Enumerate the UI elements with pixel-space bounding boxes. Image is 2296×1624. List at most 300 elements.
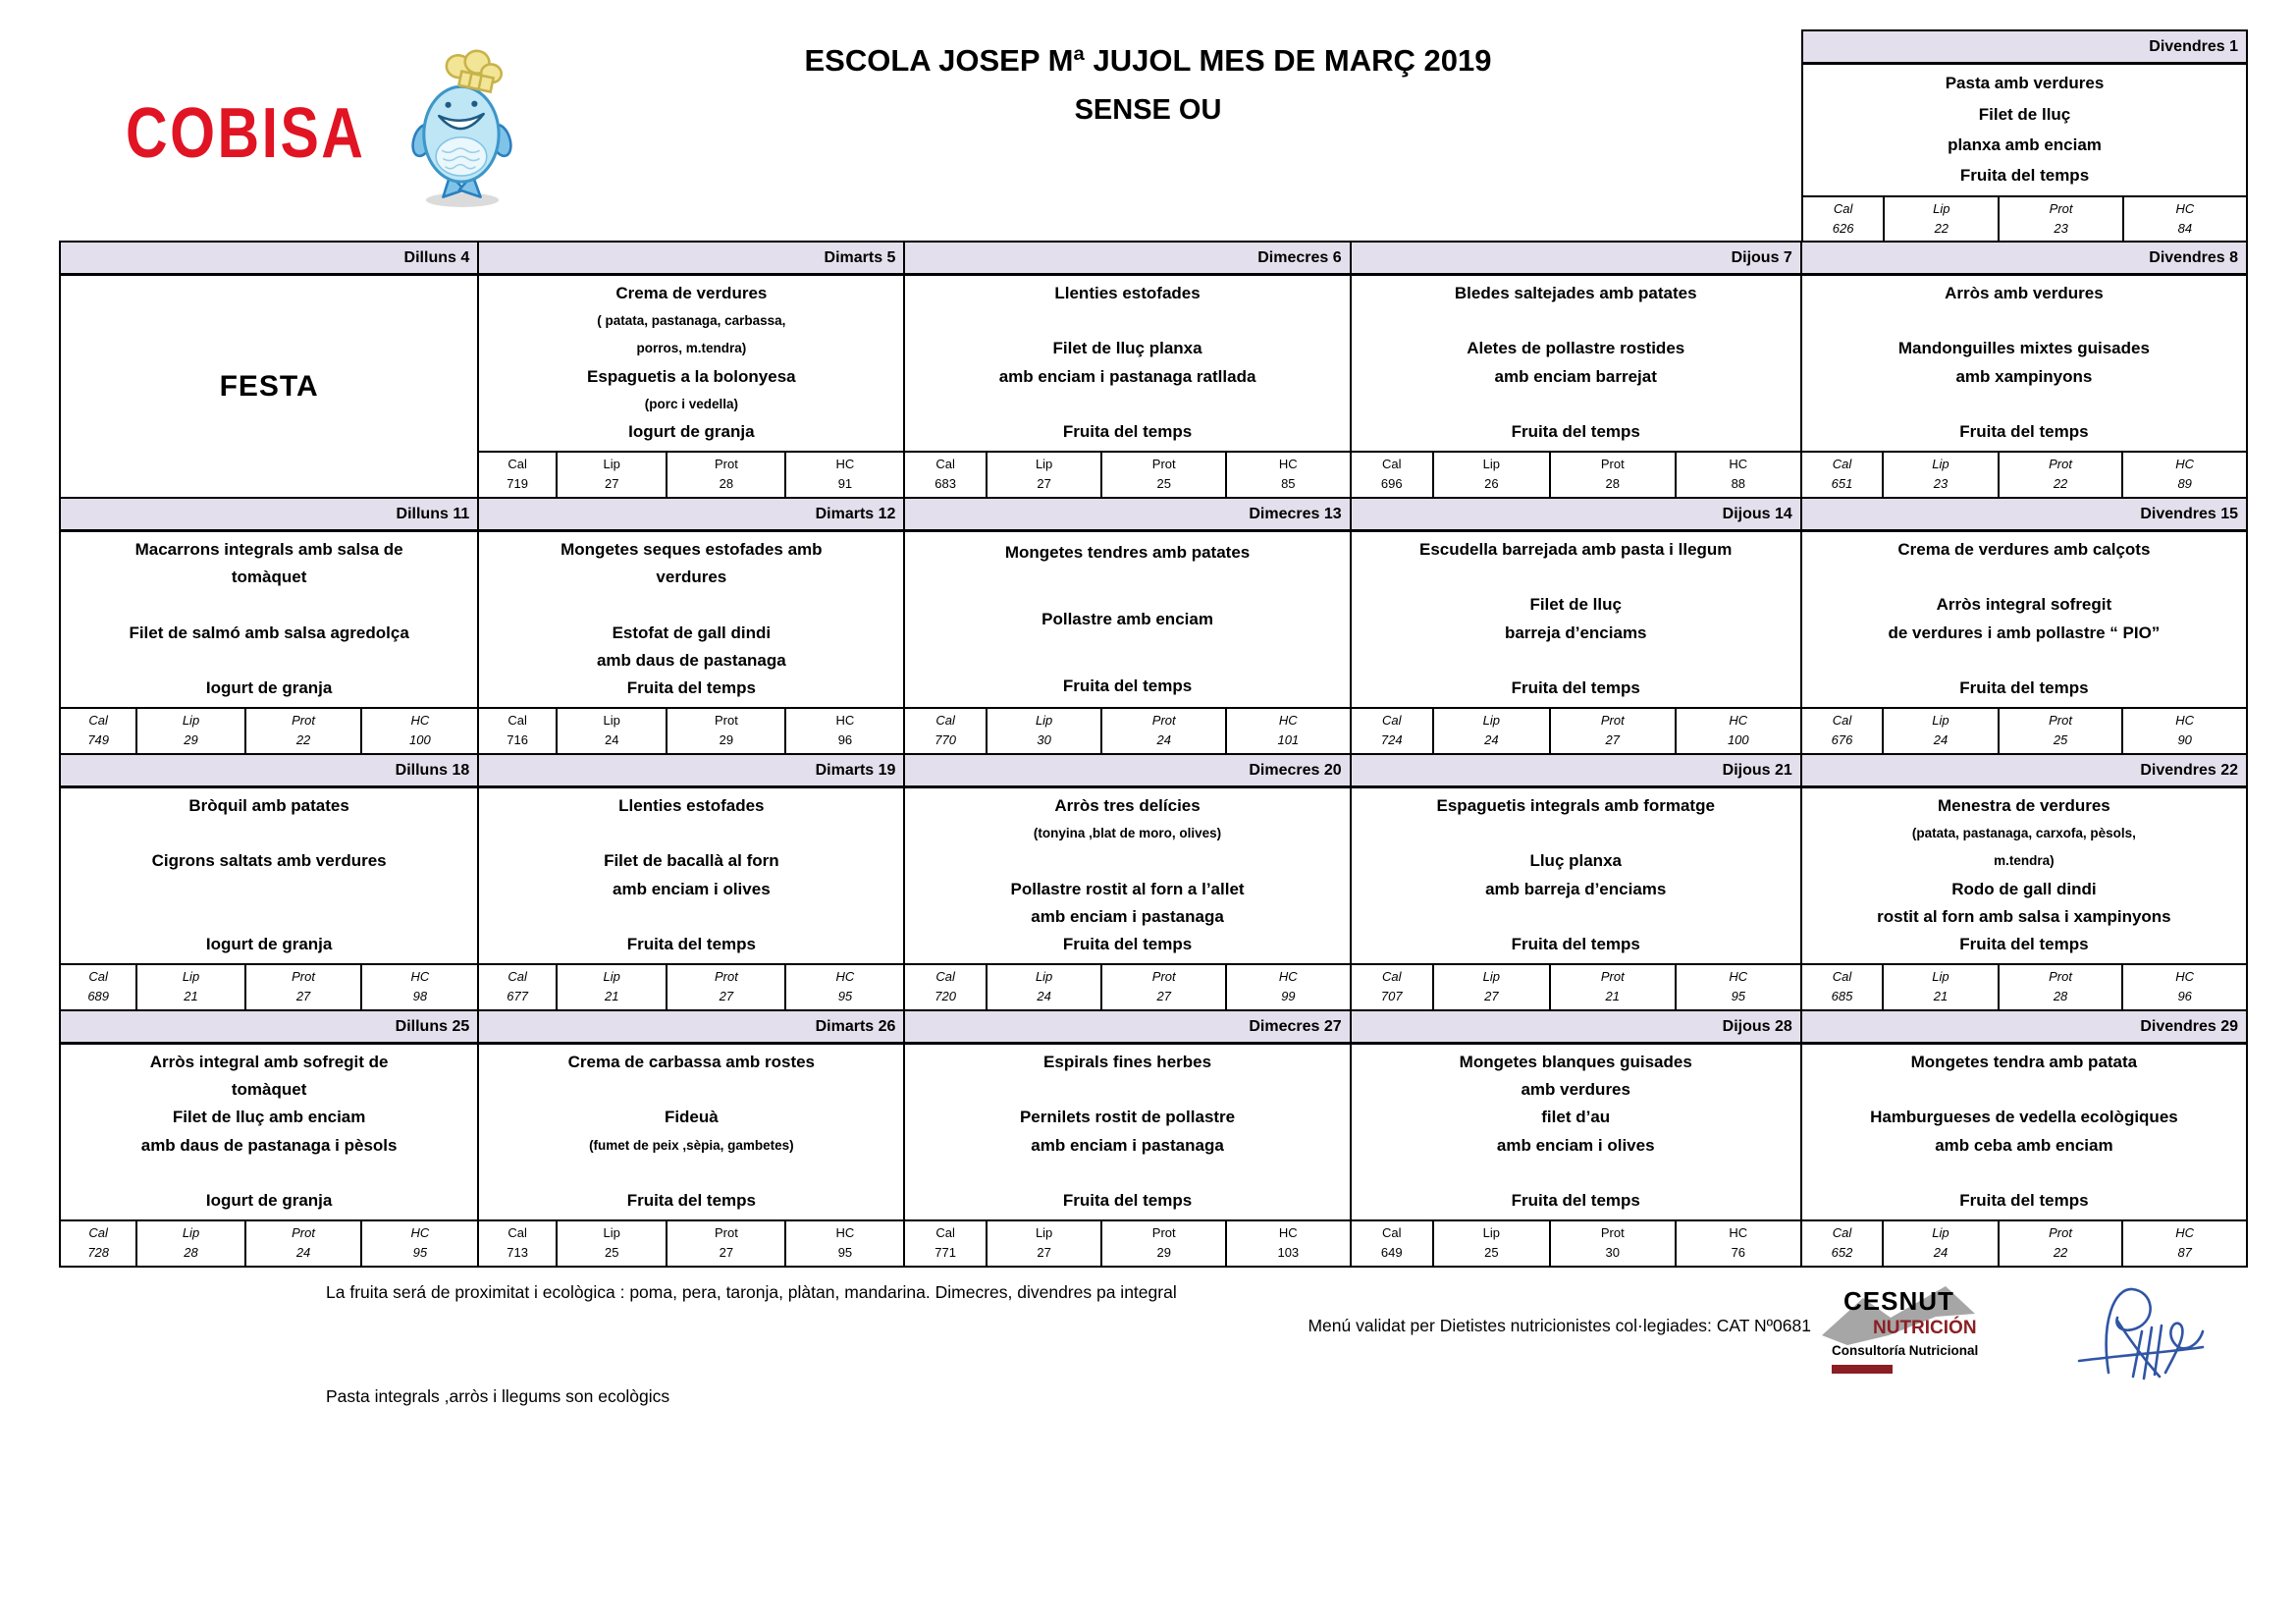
nutrition-cell xyxy=(2121,453,2246,497)
menu-line: rostit al forn amb salsa i xampinyons xyxy=(1877,907,2171,927)
nutrition-value: 24 xyxy=(1484,732,1499,747)
menu-spacer xyxy=(909,307,1345,335)
menu-line: Bròquil amb patates xyxy=(188,795,349,815)
nutrition-value: 25 xyxy=(1156,476,1171,491)
nutrition-label: Cal xyxy=(507,713,527,728)
menu-line: de verdures i amb pollastre “ PIO” xyxy=(1888,623,2161,642)
nutrition-value: 21 xyxy=(184,989,198,1003)
menu-line: Crema de verdures xyxy=(615,283,768,302)
menu-spacer xyxy=(1806,1076,2242,1104)
nutrition-label: Lip xyxy=(1932,969,1949,984)
nutrition-cell xyxy=(1100,1221,1225,1266)
menu-line: tomàquet xyxy=(231,568,307,587)
nutrition-cell xyxy=(556,965,666,1009)
menu-spacer xyxy=(909,391,1345,418)
menu-spacer xyxy=(1806,647,2242,675)
day-cell xyxy=(903,243,1349,497)
nutrition-value: 85 xyxy=(1281,476,1296,491)
menu-content xyxy=(1802,1045,2246,1219)
day-cell xyxy=(477,243,903,497)
menu-line: Llenties estofades xyxy=(1054,283,1201,302)
menu-line: (tonyina ,blat de moro, olives) xyxy=(1033,826,1222,841)
nutrition-label: Lip xyxy=(603,457,620,471)
nutrition-row xyxy=(905,707,1349,753)
nutrition-label: Cal xyxy=(88,713,108,728)
nutrition-value: 649 xyxy=(1380,1245,1403,1260)
nutrition-cell xyxy=(479,709,556,753)
menu-line: Pollastre amb enciam xyxy=(1041,609,1213,628)
nutrition-value: 95 xyxy=(412,1245,428,1260)
nutrition-row xyxy=(1802,963,2246,1009)
nutrition-label: Cal xyxy=(935,969,955,984)
nutrition-cell xyxy=(244,965,361,1009)
nutrition-label: Lip xyxy=(182,1225,200,1240)
nutrition-cell xyxy=(1549,453,1675,497)
nutrition-value: 25 xyxy=(2053,732,2068,747)
nutrition-value: 27 xyxy=(1037,476,1051,491)
menu-content xyxy=(479,276,903,451)
menu-line: Iogurt de granja xyxy=(205,678,333,698)
day-header: Dilluns 4 xyxy=(61,243,477,276)
nutrition-cell xyxy=(1802,965,1882,1009)
menu-spacer xyxy=(1806,391,2242,418)
menu-line: barreja d’enciams xyxy=(1504,623,1647,642)
nutrition-cell xyxy=(1803,197,1883,242)
nutrition-label: Cal xyxy=(1832,1225,1852,1240)
nutrition-row xyxy=(479,963,903,1009)
nutrition-label: Prot xyxy=(1151,1225,1176,1240)
nutrition-value: 24 xyxy=(1156,732,1171,747)
nutrition-cell xyxy=(360,965,477,1009)
cesnut-nutricion: NUTRICIÓN xyxy=(1873,1318,1977,1338)
nutrition-value: 30 xyxy=(1037,732,1051,747)
day-cell xyxy=(477,1011,903,1266)
nutrition-cell xyxy=(1549,1221,1675,1266)
day-header: Dimecres 27 xyxy=(905,1011,1349,1045)
nutrition-label: Cal xyxy=(1382,713,1402,728)
nutrition-value: 652 xyxy=(1831,1245,1853,1260)
menu-spacer xyxy=(65,820,473,847)
menu-spacer xyxy=(1356,903,1796,931)
day-header: Dimarts 12 xyxy=(479,499,903,532)
nutrition-value: 24 xyxy=(295,1245,311,1260)
nutrition-label: Cal xyxy=(935,1225,955,1240)
week-row xyxy=(59,497,2248,755)
nutrition-label: Prot xyxy=(1600,1225,1625,1240)
menu-content xyxy=(1352,788,1800,963)
day-header: Dijous 21 xyxy=(1352,755,1800,788)
cesnut-name: CESNUT xyxy=(1843,1286,1954,1316)
nutrition-cell xyxy=(1225,1221,1350,1266)
nutrition-value: 100 xyxy=(1727,732,1749,747)
nutrition-label: Prot xyxy=(1600,457,1625,471)
nutrition-value: 728 xyxy=(87,1245,110,1260)
nutrition-row xyxy=(1803,195,2246,242)
menu-spacer xyxy=(65,1160,473,1187)
day-cell xyxy=(61,243,477,497)
fruit-note: La fruita será de proximitat i ecològica : poma, pera, taronja, plàtan, mandarina. Dimecres, divendres pa integral xyxy=(326,1282,1177,1302)
menu-content xyxy=(479,788,903,963)
menu-line: Fruita del temps xyxy=(1511,935,1640,954)
nutrition-label: Lip xyxy=(1482,457,1501,471)
nutrition-value: 677 xyxy=(507,989,528,1003)
nutrition-label: Cal xyxy=(1382,457,1402,471)
day-cell xyxy=(1350,1011,1800,1266)
nutrition-cell xyxy=(666,709,784,753)
nutrition-cell xyxy=(1998,965,2122,1009)
nutrition-value: 724 xyxy=(1380,732,1403,747)
nutrition-cell xyxy=(1882,453,1998,497)
menu-line: Fruita del temps xyxy=(626,678,756,698)
nutrition-label: Prot xyxy=(1600,969,1625,984)
day-header: Dimarts 5 xyxy=(479,243,903,276)
nutrition-cell xyxy=(135,965,243,1009)
day-header: Dijous 7 xyxy=(1352,243,1800,276)
menu-line: Iogurt de granja xyxy=(628,422,755,442)
day-header: Divendres 8 xyxy=(1802,243,2246,276)
validation-note: Menú validat per Dietistes nutricionistes col·legiades: CAT Nº0681 xyxy=(1308,1316,1811,1335)
menu-line: Iogurt de granja xyxy=(205,935,333,954)
day-header: Dijous 14 xyxy=(1352,499,1800,532)
nutrition-row xyxy=(1802,451,2246,497)
nutrition-label: Cal xyxy=(507,1225,527,1240)
nutrition-cell xyxy=(1882,1221,1998,1266)
nutrition-value: 22 xyxy=(1934,221,1949,236)
menu-line: Arròs amb verdures xyxy=(1945,283,2104,302)
nutrition-label: Prot xyxy=(1151,969,1176,984)
nutrition-label: Lip xyxy=(1482,713,1501,728)
nutrition-value: 770 xyxy=(934,732,956,747)
nutrition-value: 101 xyxy=(1277,732,1300,747)
menu-line: Mandonguilles mixtes guisades xyxy=(1897,339,2150,358)
menu-line: Fruita del temps xyxy=(1062,422,1193,442)
nutrition-label: Prot xyxy=(2049,201,2073,216)
nutrition-label: Lip xyxy=(1035,1225,1053,1240)
menu-line: Filet de salmó amb salsa agredolça xyxy=(129,623,409,642)
nutrition-value: 676 xyxy=(1831,732,1853,747)
week-row xyxy=(59,753,2248,1011)
nutrition-label: HC xyxy=(410,969,430,984)
menu-content xyxy=(1803,65,2246,195)
nutrition-cell xyxy=(784,965,903,1009)
day-header: Dilluns 11 xyxy=(61,499,477,532)
nutrition-row xyxy=(1802,707,2246,753)
nutrition-label: Cal xyxy=(88,969,108,984)
nutrition-label: Prot xyxy=(2049,713,2072,728)
nutrition-cell xyxy=(360,709,477,753)
nutrition-label: HC xyxy=(2175,457,2195,471)
nutrition-cell xyxy=(61,1221,135,1266)
menu-line: amb enciam i pastanaga ratllada xyxy=(998,366,1256,386)
nutrition-label: HC xyxy=(410,713,430,728)
menu-line: Fruita del temps xyxy=(1959,1191,2089,1211)
day-header: Dimecres 6 xyxy=(905,243,1349,276)
menu-line: Crema de carbassa amb rostes xyxy=(567,1052,816,1071)
menu-content xyxy=(905,788,1349,963)
page-subtitle: SENSE OU xyxy=(1074,94,1222,126)
nutrition-cell xyxy=(479,1221,556,1266)
menu-line: Fruita del temps xyxy=(1511,422,1640,442)
nutrition-value: 87 xyxy=(2177,1245,2192,1260)
nutrition-value: 22 xyxy=(2053,476,2068,491)
day-cell xyxy=(477,755,903,1009)
menu-spacer xyxy=(1806,307,2242,335)
nutrition-cell xyxy=(1100,453,1225,497)
nutrition-value: 26 xyxy=(1484,476,1499,491)
day-header: Dilluns 18 xyxy=(61,755,477,788)
nutrition-label: Prot xyxy=(2049,969,2072,984)
nutrition-cell xyxy=(1352,965,1432,1009)
nutrition-cell xyxy=(244,709,361,753)
nutrition-value: 29 xyxy=(184,732,198,747)
nutrition-label: Cal xyxy=(1382,1225,1402,1240)
nutrition-row xyxy=(1352,963,1800,1009)
nutrition-label: Prot xyxy=(714,457,738,471)
nutrition-cell xyxy=(1225,453,1350,497)
nutrition-cell xyxy=(905,1221,985,1266)
nutrition-label: HC xyxy=(1278,969,1298,984)
nutrition-label: HC xyxy=(835,713,855,728)
menu-line: Cigrons saltats amb verdures xyxy=(151,851,387,871)
menu-content xyxy=(1352,532,1800,707)
nutrition-cell xyxy=(556,453,666,497)
menu-spacer xyxy=(1356,307,1796,335)
nutrition-value: 91 xyxy=(837,476,853,491)
nutrition-cell xyxy=(135,1221,243,1266)
nutrition-value: 651 xyxy=(1831,476,1853,491)
day-cell xyxy=(61,755,477,1009)
nutrition-label: Lip xyxy=(1035,713,1053,728)
day-cell xyxy=(1800,243,2246,497)
nutrition-value: 24 xyxy=(1037,989,1051,1003)
nutrition-label: HC xyxy=(1278,1225,1298,1240)
menu-line: Fruita del temps xyxy=(1959,678,2089,698)
nutrition-value: 27 xyxy=(295,989,311,1003)
menu-line: filet d’au xyxy=(1541,1108,1611,1127)
nutrition-label: Lip xyxy=(1482,969,1501,984)
nutrition-value: 719 xyxy=(507,476,528,491)
nutrition-label: Prot xyxy=(714,969,738,984)
menu-spacer xyxy=(483,592,899,620)
nutrition-row xyxy=(61,963,477,1009)
menu-content xyxy=(905,1045,1349,1219)
nutrition-cell xyxy=(1549,709,1675,753)
menu-line: Fruita del temps xyxy=(1062,1191,1193,1211)
menu-line: Estofat de gall dindi xyxy=(612,623,772,642)
menu-line: Bledes saltejades amb patates xyxy=(1454,283,1697,302)
menu-line: amb enciam i pastanaga xyxy=(1031,907,1224,927)
nutrition-cell xyxy=(1549,965,1675,1009)
nutrition-row xyxy=(479,451,903,497)
nutrition-cell xyxy=(666,453,784,497)
menu-grid xyxy=(59,241,2248,1268)
nutrition-value: 84 xyxy=(2177,221,2193,236)
nutrition-cell xyxy=(784,1221,903,1266)
nutrition-cell xyxy=(1225,709,1350,753)
nutrition-row xyxy=(905,1219,1349,1266)
nutrition-label: Lip xyxy=(603,713,620,728)
nutrition-cell xyxy=(479,453,556,497)
nutrition-row xyxy=(1352,707,1800,753)
menu-spacer xyxy=(65,592,473,620)
nutrition-label: Cal xyxy=(1833,201,1853,216)
nutrition-cell xyxy=(666,965,784,1009)
menu-line: m.tendra) xyxy=(1994,853,2055,869)
nutrition-label: Prot xyxy=(714,713,738,728)
day-cell xyxy=(477,499,903,753)
nutrition-label: Cal xyxy=(507,969,527,984)
menu-spacer xyxy=(1806,1160,2242,1187)
nutrition-label: HC xyxy=(1729,1225,1748,1240)
menu-line: Fruita del temps xyxy=(626,1191,756,1211)
nutrition-cell xyxy=(1998,197,2121,242)
menu-line: Lluç planxa xyxy=(1529,851,1622,871)
menu-line: Mongetes tendra amb patata xyxy=(1910,1052,2138,1071)
nutrition-value: 696 xyxy=(1380,476,1403,491)
menu-line: amb enciam i olives xyxy=(613,879,771,898)
menu-line: amb xampinyons xyxy=(1955,366,2093,386)
menu-content xyxy=(1352,1045,1800,1219)
menu-spacer xyxy=(483,1160,899,1187)
day-cell xyxy=(1350,499,1800,753)
menu-line: (fumet de peix ,sèpia, gambetes) xyxy=(589,1137,794,1153)
nutrition-label: HC xyxy=(835,1225,855,1240)
menu-line: Arròs tres delícies xyxy=(1054,795,1201,815)
nutrition-cell xyxy=(1675,965,1800,1009)
nutrition-value: 27 xyxy=(719,1245,734,1260)
eco-note: Pasta integrals ,arròs i llegums son ecològics xyxy=(326,1386,670,1406)
nutrition-label: Lip xyxy=(1035,457,1053,471)
nutrition-label: Cal xyxy=(1832,713,1852,728)
menu-line: Arròs integral amb sofregit de xyxy=(149,1052,389,1071)
day-cell xyxy=(1800,499,2246,753)
nutrition-label: Prot xyxy=(1151,457,1176,471)
nutrition-label: Cal xyxy=(507,457,527,471)
menu-content xyxy=(1802,532,2246,707)
nutrition-label: Cal xyxy=(1832,969,1852,984)
nutrition-row xyxy=(61,1219,477,1266)
menu-line: Espaguetis integrals amb formatge xyxy=(1436,795,1715,815)
menu-spacer xyxy=(65,876,473,903)
menu-line: Espaguetis a la bolonyesa xyxy=(587,366,796,386)
menu-spacer xyxy=(483,1076,899,1104)
nutrition-label: HC xyxy=(2175,1225,2195,1240)
nutrition-label: Cal xyxy=(88,1225,108,1240)
menu-line: Menestra de verdures xyxy=(1938,795,2110,815)
nutrition-label: Lip xyxy=(182,713,200,728)
menu-content xyxy=(1802,276,2246,451)
festa-content xyxy=(61,276,477,497)
day-cell-divendres-1 xyxy=(1801,29,2248,244)
menu-line: Fideuà xyxy=(664,1108,719,1127)
nutrition-value: 24 xyxy=(1933,1245,1949,1260)
day-header: Dimarts 26 xyxy=(479,1011,903,1045)
nutrition-cell xyxy=(1883,197,1998,242)
menu-content xyxy=(905,276,1349,451)
nutrition-label: Prot xyxy=(292,1225,315,1240)
nutrition-label: HC xyxy=(1729,969,1748,984)
cesnut-red-bar xyxy=(1832,1365,1893,1374)
menu-content xyxy=(61,532,477,707)
nutrition-cell xyxy=(2122,197,2246,242)
menu-line: Escudella barrejada amb pasta i llegum xyxy=(1419,539,1733,559)
nutrition-cell xyxy=(61,709,135,753)
menu-content xyxy=(61,1045,477,1219)
nutrition-label: HC xyxy=(410,1225,430,1240)
menu-line: Rodo de gall dindi xyxy=(1951,879,2097,898)
menu-spacer xyxy=(1356,820,1796,847)
nutrition-cell xyxy=(1432,453,1549,497)
nutrition-label: Prot xyxy=(2049,457,2072,471)
nutrition-label: Lip xyxy=(1932,457,1949,471)
nutrition-cell xyxy=(1100,709,1225,753)
nutrition-cell xyxy=(244,1221,361,1266)
nutrition-cell xyxy=(2121,709,2246,753)
menu-line: Fruita del temps xyxy=(1511,1191,1640,1211)
day-cell xyxy=(1350,243,1800,497)
nutrition-value: 29 xyxy=(1156,1245,1171,1260)
nutrition-value: 21 xyxy=(1605,989,1621,1003)
nutrition-label: HC xyxy=(1729,457,1748,471)
menu-line: ( patata, pastanaga, carbassa, xyxy=(597,313,786,329)
nutrition-value: 27 xyxy=(1156,989,1171,1003)
nutrition-cell xyxy=(1998,1221,2122,1266)
nutrition-cell xyxy=(986,709,1101,753)
nutrition-cell xyxy=(1675,709,1800,753)
nutrition-cell xyxy=(1998,453,2122,497)
nutrition-cell xyxy=(1675,1221,1800,1266)
menu-line: tomàquet xyxy=(231,1080,307,1100)
menu-line: Fruita del temps xyxy=(1959,422,2089,442)
nutrition-cell xyxy=(1802,1221,1882,1266)
nutrition-value: 28 xyxy=(1605,476,1621,491)
cesnut-tagline: Consultoría Nutricional xyxy=(1832,1343,1979,1358)
nutrition-cell xyxy=(1802,453,1882,497)
nutrition-cell xyxy=(1352,709,1432,753)
nutrition-value: 720 xyxy=(934,989,956,1003)
nutrition-value: 683 xyxy=(934,476,956,491)
menu-spacer xyxy=(909,569,1345,603)
nutrition-value: 707 xyxy=(1380,989,1403,1003)
nutrition-row xyxy=(905,451,1349,497)
menu-line: (porc i vedella) xyxy=(644,397,738,412)
menu-line: FESTA xyxy=(219,370,319,403)
nutrition-cell xyxy=(784,453,903,497)
nutrition-row xyxy=(1352,1219,1800,1266)
menu-line: Fruita del temps xyxy=(1062,676,1193,695)
nutrition-row xyxy=(1802,1219,2246,1266)
nutrition-cell xyxy=(1882,709,1998,753)
menu-line: Fruita del temps xyxy=(1959,935,2089,954)
menu-line: Mongetes tendres amb patates xyxy=(1004,542,1251,562)
nutrition-row xyxy=(61,707,477,753)
nutrition-label: HC xyxy=(1729,713,1748,728)
nutrition-value: 96 xyxy=(2177,989,2192,1003)
nutrition-cell xyxy=(556,709,666,753)
menu-line: Espirals fines herbes xyxy=(1043,1052,1212,1071)
nutrition-cell xyxy=(905,453,985,497)
nutrition-label: Prot xyxy=(1151,713,1176,728)
nutrition-label: Lip xyxy=(603,969,620,984)
nutrition-value: 28 xyxy=(719,476,734,491)
menu-line: amb barreja d’enciams xyxy=(1485,879,1667,898)
menu-line: Fruita del temps xyxy=(626,935,756,954)
nutrition-cell xyxy=(1225,965,1350,1009)
nutrition-cell xyxy=(360,1221,477,1266)
menu-line: Macarrons integrals amb salsa de xyxy=(134,539,403,559)
menu-line: planxa amb enciam xyxy=(1948,135,2102,154)
nutrition-row xyxy=(905,963,1349,1009)
